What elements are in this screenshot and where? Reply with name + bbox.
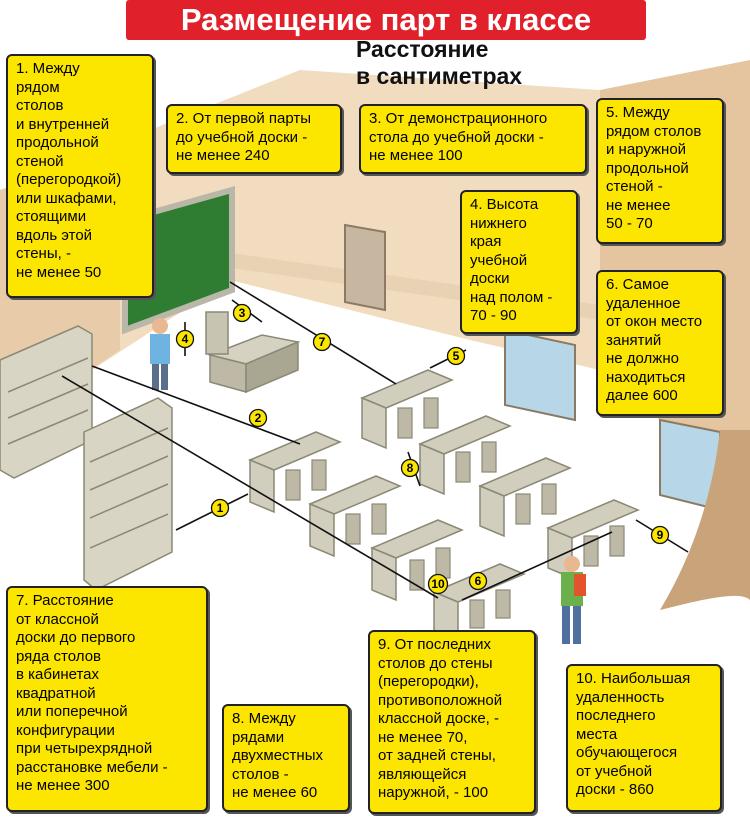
badge-1 bbox=[212, 500, 229, 517]
badge-10 bbox=[429, 575, 448, 594]
svg-text:8: 8 bbox=[406, 461, 414, 475]
svg-text:7: 7 bbox=[318, 335, 326, 349]
note-2: 2. От первой парты до учебной доски - не менее 240 bbox=[166, 104, 342, 174]
badge-9 bbox=[652, 527, 669, 544]
page-title: Размещение парт в классе bbox=[180, 2, 592, 37]
svg-text:4: 4 bbox=[181, 332, 189, 346]
svg-text:2: 2 bbox=[254, 411, 262, 425]
svg-text:5: 5 bbox=[452, 349, 460, 363]
badge-5 bbox=[448, 348, 465, 365]
window bbox=[505, 330, 575, 420]
note-4: 4. Высота нижнего края учебной доски над полом - 70 - 90 bbox=[460, 190, 578, 334]
svg-text:9: 9 bbox=[656, 528, 664, 542]
badge-4 bbox=[177, 331, 194, 348]
svg-text:10: 10 bbox=[431, 577, 445, 591]
svg-text:6: 6 bbox=[474, 574, 482, 588]
note-10: 10. Наибольшая удаленность последнего места обучающегося от учебной доски - 860 bbox=[566, 664, 722, 812]
note-1: 1. Между рядом столов и внутренней продольной стеной (перегородкой) или шкафами, стоящими вдоль этой стены, - не менее 50 bbox=[6, 54, 154, 298]
svg-text:1: 1 bbox=[216, 501, 224, 515]
badge-6 bbox=[470, 573, 487, 590]
note-9: 9. От последних столов до стены (перегородки), противоположной классной доске, - не менее 70, от задней стены, являющейся наружной, - 100 bbox=[368, 630, 536, 814]
svg-text:3: 3 bbox=[238, 306, 246, 320]
subtitle: Расстояние в сантиметрах bbox=[356, 36, 523, 89]
badge-2 bbox=[250, 410, 267, 427]
badge-8 bbox=[402, 460, 419, 477]
note-8: 8. Между рядами двухместных столов - не менее 60 bbox=[222, 704, 350, 812]
badge-7 bbox=[314, 334, 331, 351]
door bbox=[345, 225, 385, 310]
note-5: 5. Между рядом столов и наружной продольной стеной - не менее 50 - 70 bbox=[596, 98, 724, 244]
teacher-chair bbox=[206, 312, 228, 354]
note-3: 3. От демонстрационного стола до учебной доски - не менее 100 bbox=[359, 104, 587, 174]
note-6: 6. Самое удаленное от окон место занятий не должно находиться далее 600 bbox=[596, 270, 724, 416]
note-7: 7. Расстояние от классной доски до первого ряда столов в кабинетах квадратной или поперечной конфигурации при четырехрядной расстановке мебели - не менее 300 bbox=[6, 586, 208, 812]
badge-3 bbox=[234, 305, 251, 322]
